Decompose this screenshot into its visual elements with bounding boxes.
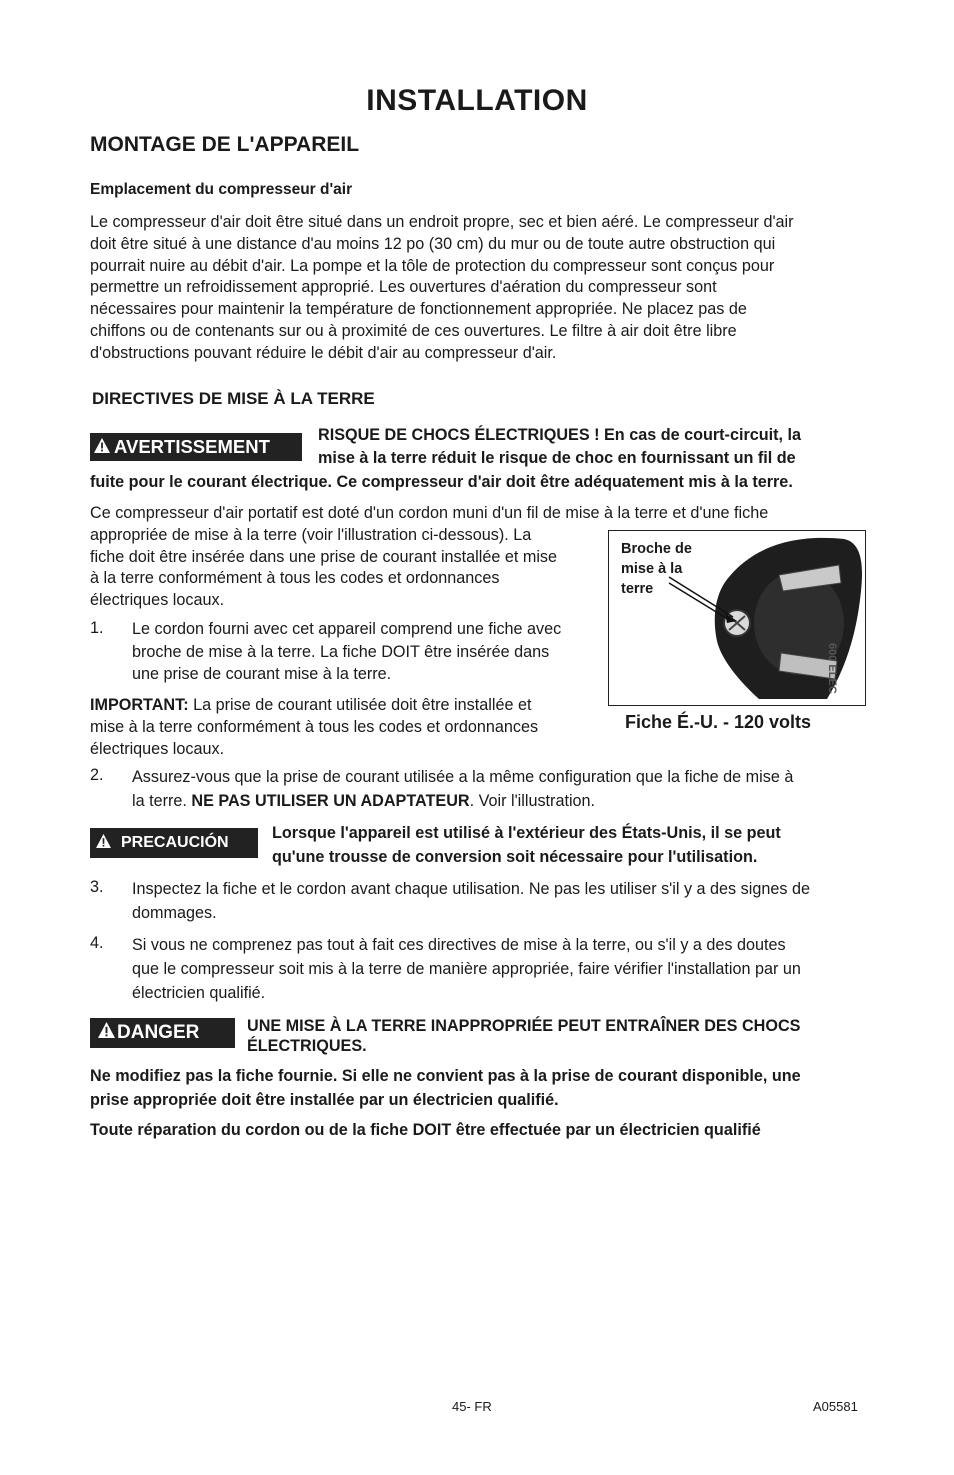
text-line: terre: [621, 581, 654, 597]
text-line: pourrait nuire au débit d'air. La pompe et la tôle de protection du compresseur sont conçus pour: [90, 256, 775, 275]
warning-badge-label: AVERTISSEMENT: [114, 436, 270, 457]
warning-text-cont: fuite pour le courant électrique. Ce compresseur d'air doit être adéquatement mis à la terre.: [90, 473, 793, 491]
warning-badge: [90, 433, 302, 461]
danger-text: [247, 1016, 800, 1056]
caution-badge-label: PRECAUCIÓN: [121, 834, 229, 851]
text-line: Ne modifiez pas la fiche fournie. Si elle ne convient pas à la prise de courant disponible, une: [90, 1067, 801, 1085]
text-segment: la terre.: [132, 792, 192, 810]
text-line: chiffons ou de contenants sur ou à proximité de ces ouvertures. Le filtre à air doit être libre: [90, 321, 737, 340]
text-line: électricien qualifié.: [132, 984, 266, 1002]
important-text: La prise de courant utilisée doit être installée et: [188, 696, 532, 714]
text-line: que le compresseur soit mis à la terre de manière appropriée, faire vérifier l'installation par un: [132, 960, 801, 978]
document-code: A05581: [813, 1399, 858, 1414]
item-number: 3.: [90, 878, 104, 896]
item-4-text: [132, 933, 801, 1005]
text-line: permettre un refroidissement approprié. Les ouvertures d'aération du compresseur sont: [90, 278, 717, 297]
warning-triangle-icon: [98, 1022, 115, 1044]
text-line: Broche de: [621, 541, 692, 557]
text-line: mise à la terre conformément à tous les codes et ordonnances: [90, 717, 539, 736]
text-line: une prise de courant mise à la terre.: [132, 665, 392, 683]
item-number: 4.: [90, 934, 104, 952]
text-line: [132, 789, 793, 813]
text-line: d'obstructions pouvant réduire le débit d'air au compresseur d'air.: [90, 343, 557, 362]
location-paragraph: [90, 212, 794, 365]
text-line: Assurez-vous que la prise de courant utilisée a la même configuration que la fiche de mise à: [132, 768, 794, 786]
danger-badge: [90, 1018, 235, 1048]
caution-text: [272, 821, 781, 869]
text-line: Lorsque l'appareil est utilisé à l'extérieur des États-Unis, il se peut: [272, 824, 781, 842]
text-line: Ce compresseur d'air portatif est doté d'un cordon muni d'un fil de mise à la terre et d'une fiche: [90, 504, 769, 522]
text-line: mise à la: [621, 561, 683, 577]
svg-text:600 ELEC: 600 ELEC: [826, 643, 838, 694]
text-line: RISQUE DE CHOCS ÉLECTRIQUES ! En cas de court-circuit, la: [318, 426, 802, 444]
text-line: [90, 695, 538, 717]
item-2-text: [132, 765, 793, 813]
text-line: qu'une trousse de conversion soit nécessaire pour l'utilisation.: [272, 848, 758, 866]
text-line: fiche doit être insérée dans une prise de courant installée et mise: [90, 547, 558, 566]
text-segment: . Voir l'illustration.: [469, 792, 596, 810]
text-line: Inspectez la fiche et le cordon avant chaque utilisation. Ne pas les utiliser s'il y a des signes de: [132, 880, 810, 898]
figure-label: [621, 539, 731, 599]
caution-badge: [90, 828, 258, 858]
text-line: doit être situé à une distance d'au moins 12 po (30 cm) du mur ou de toute autre obstruction qui: [90, 234, 776, 253]
danger-badge-label: DANGER: [117, 1022, 200, 1043]
page-title: INSTALLATION: [366, 84, 588, 117]
text-line: Si vous ne comprenez pas tout à fait ces directives de mise à la terre, ou s'il y a des doutes: [132, 936, 786, 954]
danger-note: [90, 1064, 801, 1112]
text-line: Le cordon fourni avec cet appareil comprend une fiche avec: [132, 620, 562, 638]
text-line: UNE MISE À LA TERRE INAPPROPRIÉE PEUT ENTRAÎNER DES CHOCS: [247, 1017, 801, 1035]
text-line: électriques locaux.: [90, 739, 225, 758]
adapter-warning: NE PAS UTILISER UN ADAPTATEUR: [191, 792, 470, 810]
important-note: [90, 695, 538, 760]
important-label: IMPORTANT:: [90, 696, 189, 714]
plug-figure: [608, 530, 866, 706]
text-line: électriques locaux.: [90, 591, 225, 610]
grounding-heading: DIRECTIVES DE MISE À LA TERRE: [92, 389, 375, 408]
item-3-text: [132, 877, 810, 925]
text-line: nécessaires pour maintenir la température de fonctionnement appropriée. Ne placez pas de: [90, 300, 747, 319]
item-number: 2.: [90, 766, 104, 784]
text-line: Le compresseur d'air doit être situé dans un endroit propre, sec et bien aéré. Le compresseur d'air: [90, 213, 794, 231]
warning-triangle-icon: [94, 436, 110, 458]
text-line: broche de mise à la terre. La fiche DOIT être insérée dans: [132, 642, 550, 661]
final-note: Toute réparation du cordon ou de la fiche DOIT être effectuée par un électricien qualifié: [90, 1121, 761, 1139]
text-line: appropriée de mise à la terre (voir l'illustration ci-dessous). La: [90, 525, 532, 544]
warning-triangle-icon: [96, 834, 111, 853]
warning-text: [318, 424, 801, 470]
text-line: prise appropriée doit être installée par un électricien qualifié.: [90, 1091, 559, 1109]
text-line: à la terre conformément à tous les codes et ordonnances: [90, 569, 500, 588]
figure-caption: Fiche É.-U. - 120 volts: [625, 712, 812, 732]
section-heading: MONTAGE DE L'APPAREIL: [90, 133, 360, 156]
text-line: ÉLECTRIQUES.: [247, 1037, 367, 1055]
text-line: mise à la terre réduit le risque de choc en fournissant un fil de: [318, 449, 796, 467]
subheading-location: Emplacement du compresseur d'air: [90, 181, 353, 198]
text-line: dommages.: [132, 904, 217, 922]
item-number: 1.: [90, 619, 104, 637]
item-1-text: [132, 618, 561, 686]
page-number: 45- FR: [452, 1399, 492, 1414]
